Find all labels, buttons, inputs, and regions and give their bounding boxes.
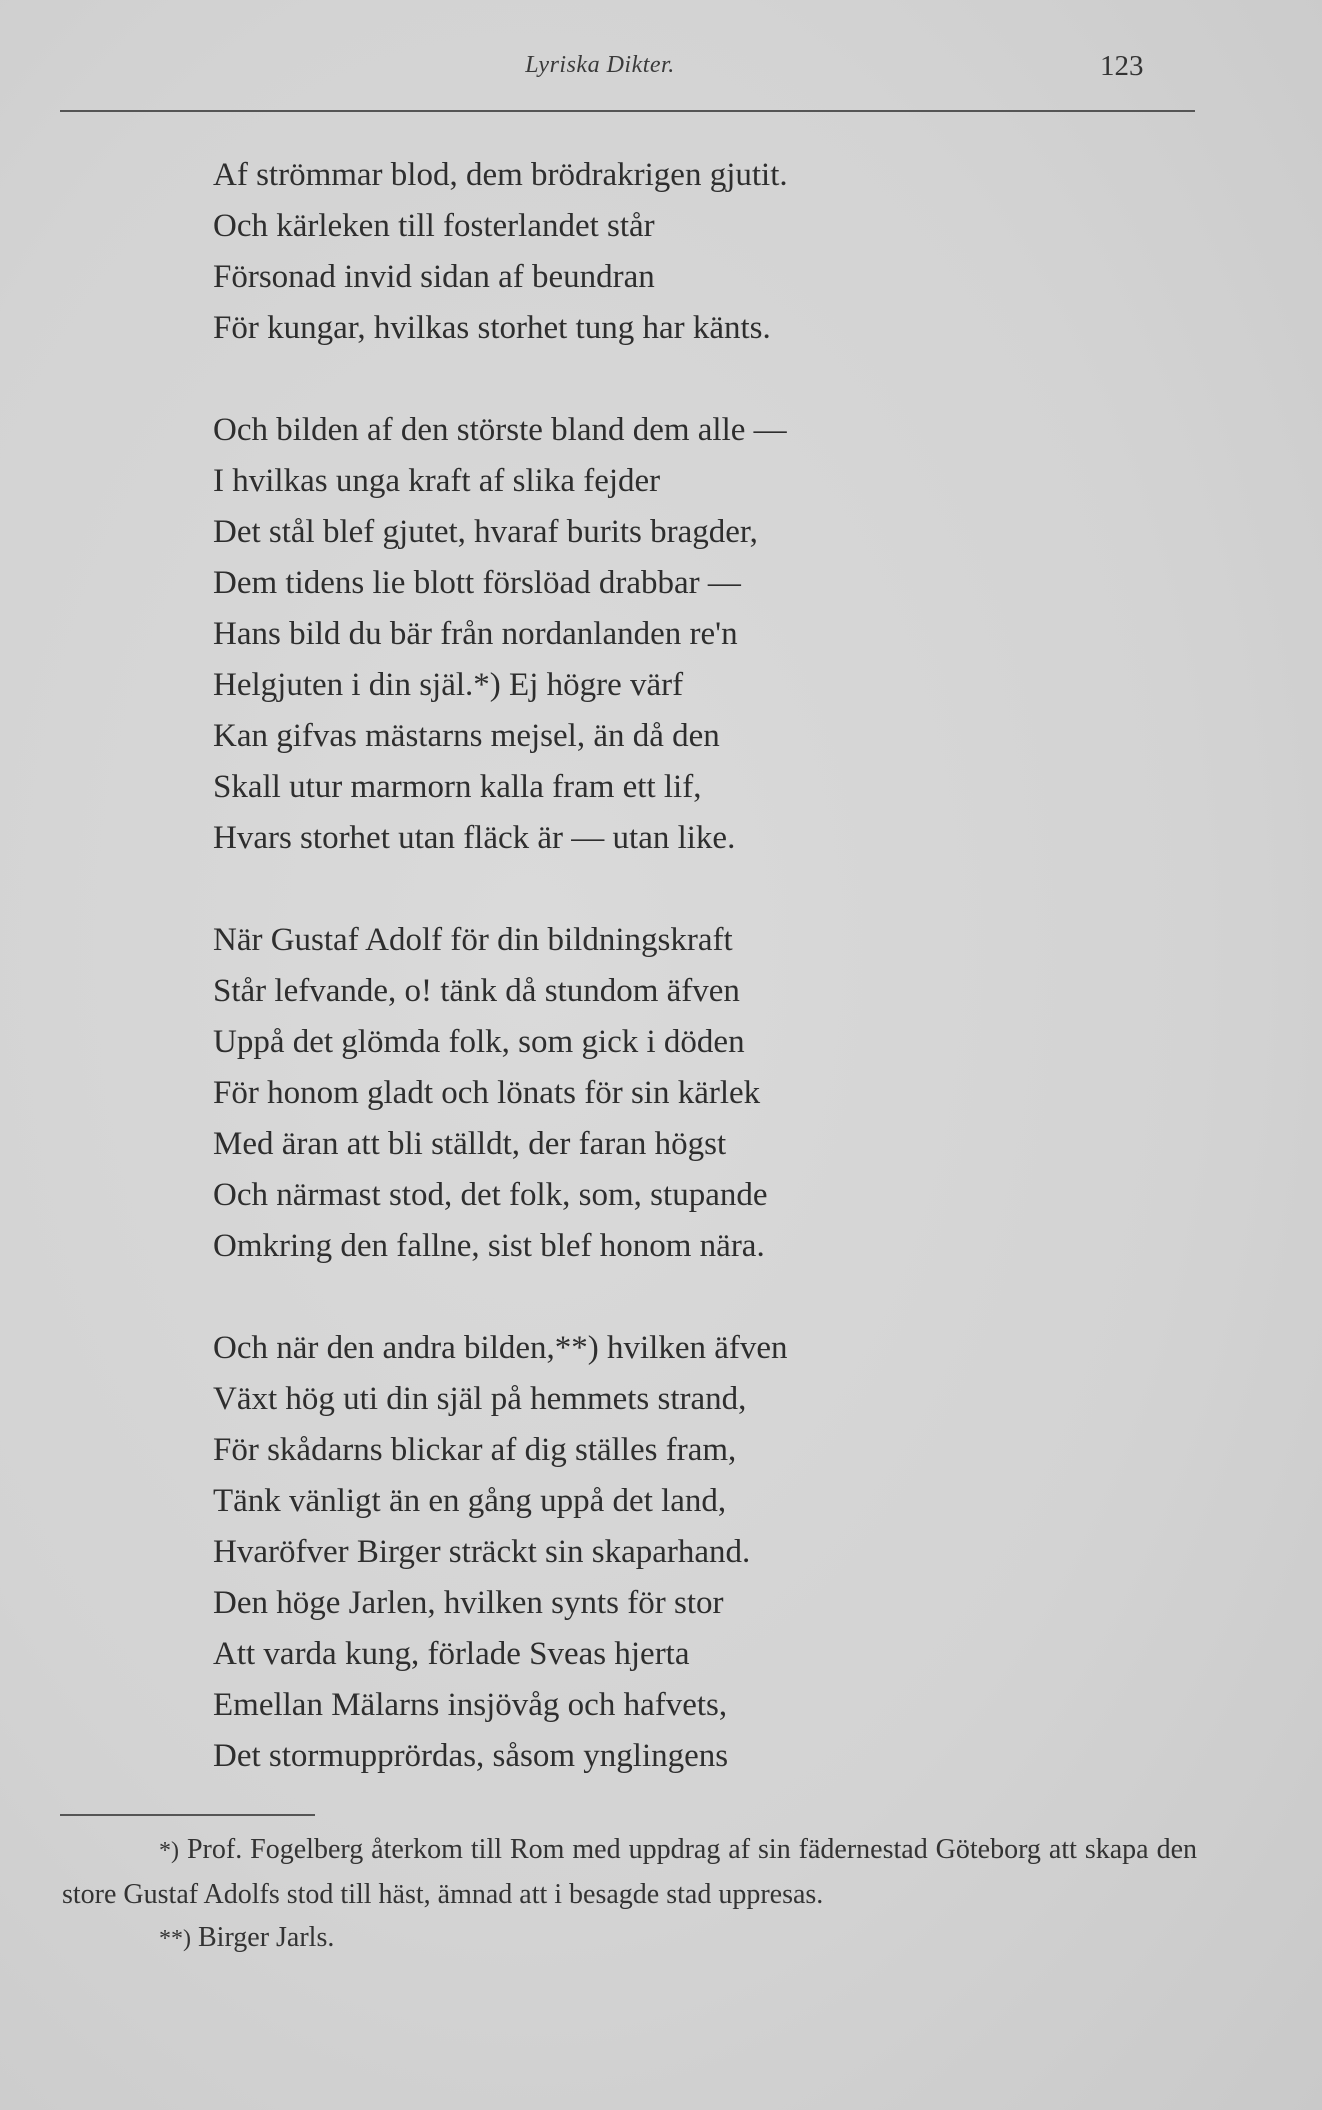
- poem-line: Försonad invid sidan af beundran: [213, 259, 655, 295]
- poem-line: Hvaröfver Birger sträckt sin skaparhand.: [213, 1534, 751, 1570]
- poem-line: I hvilkas unga kraft af slika fejder: [213, 463, 661, 499]
- poem-line: Tänk vänligt än en gång uppå det land,: [213, 1483, 727, 1519]
- poem-line: Hans bild du bär från nordanlanden re'n: [213, 616, 738, 652]
- footnotes: [62, 1828, 1197, 1961]
- footnote-2-text: Birger Jarls.: [198, 1922, 335, 1953]
- poem-line: Och närmast stod, det folk, som, stupande: [213, 1177, 768, 1213]
- running-title: Lyriska Dikter.: [525, 52, 675, 78]
- stanza-4: [213, 1323, 1213, 1782]
- poem-line: Växt hög uti din själ på hemmets strand,: [213, 1381, 747, 1417]
- poem-line: För skådarns blickar af dig ställes fram,: [213, 1432, 737, 1468]
- footnote-rule: [60, 1814, 315, 1816]
- stanza-2: [213, 405, 1213, 864]
- poem-line: När Gustaf Adolf för din bildningskraft: [213, 922, 733, 958]
- page-number: 123: [1100, 50, 1144, 82]
- footnote-2-mark: **): [159, 1926, 191, 1952]
- poem-line: Emellan Mälarns insjövåg och hafvets,: [213, 1687, 728, 1723]
- poem-line: Af strömmar blod, dem brödrakrigen gjutit.: [213, 157, 788, 193]
- poem-line: Står lefvande, o! tänk då stundom äfven: [213, 973, 740, 1009]
- poem-line: Uppå det glömda folk, som gick i döden: [213, 1024, 745, 1060]
- poem-line: Dem tidens lie blott förslöad drabbar —: [213, 565, 741, 601]
- poem-line: Med äran att bli ställdt, der faran högst: [213, 1126, 727, 1162]
- poem-line: Och bilden af den störste bland dem alle —: [213, 412, 787, 448]
- poem-line: Hvars storhet utan fläck är — utan like.: [213, 820, 736, 856]
- stanza-3: [213, 915, 1213, 1272]
- footnote-2: [62, 1916, 1197, 1961]
- footnote-1-mark: *): [159, 1838, 179, 1864]
- poem-line: För kungar, hvilkas storhet tung har känts.: [213, 310, 771, 346]
- header-rule: [60, 110, 1195, 112]
- poem-line: Kan gifvas mästarns mejsel, än då den: [213, 718, 720, 754]
- poem-line: För honom gladt och lönats för sin kärlek: [213, 1075, 761, 1111]
- footnote-1: [62, 1828, 1197, 1916]
- stanza-1: [213, 150, 1213, 354]
- poem-line: Och kärleken till fosterlandet står: [213, 208, 655, 244]
- poem-line: Det stormupprördas, såsom ynglingens: [213, 1738, 729, 1774]
- poem-line: Det stål blef gjutet, hvaraf burits bragder,: [213, 514, 758, 550]
- poem-line: Att varda kung, förlade Sveas hjerta: [213, 1636, 690, 1672]
- poem-line: Omkring den fallne, sist blef honom nära.: [213, 1228, 765, 1264]
- poem-line: Den höge Jarlen, hvilken synts för stor: [213, 1585, 724, 1621]
- poem-body: [213, 150, 1213, 1833]
- poem-line: Helgjuten i din själ.*) Ej högre värf: [213, 667, 684, 703]
- poem-line: Och när den andra bilden,**) hvilken äfven: [213, 1330, 788, 1366]
- poem-line: Skall utur marmorn kalla fram ett lif,: [213, 769, 702, 805]
- footnote-1-text: Prof. Fogelberg återkom till Rom med uppdrag af sin fädernestad Göteborg att skapa den store Gustaf Adolfs stod till häst, ämnad att i besagde stad uppresas.: [62, 1834, 1198, 1910]
